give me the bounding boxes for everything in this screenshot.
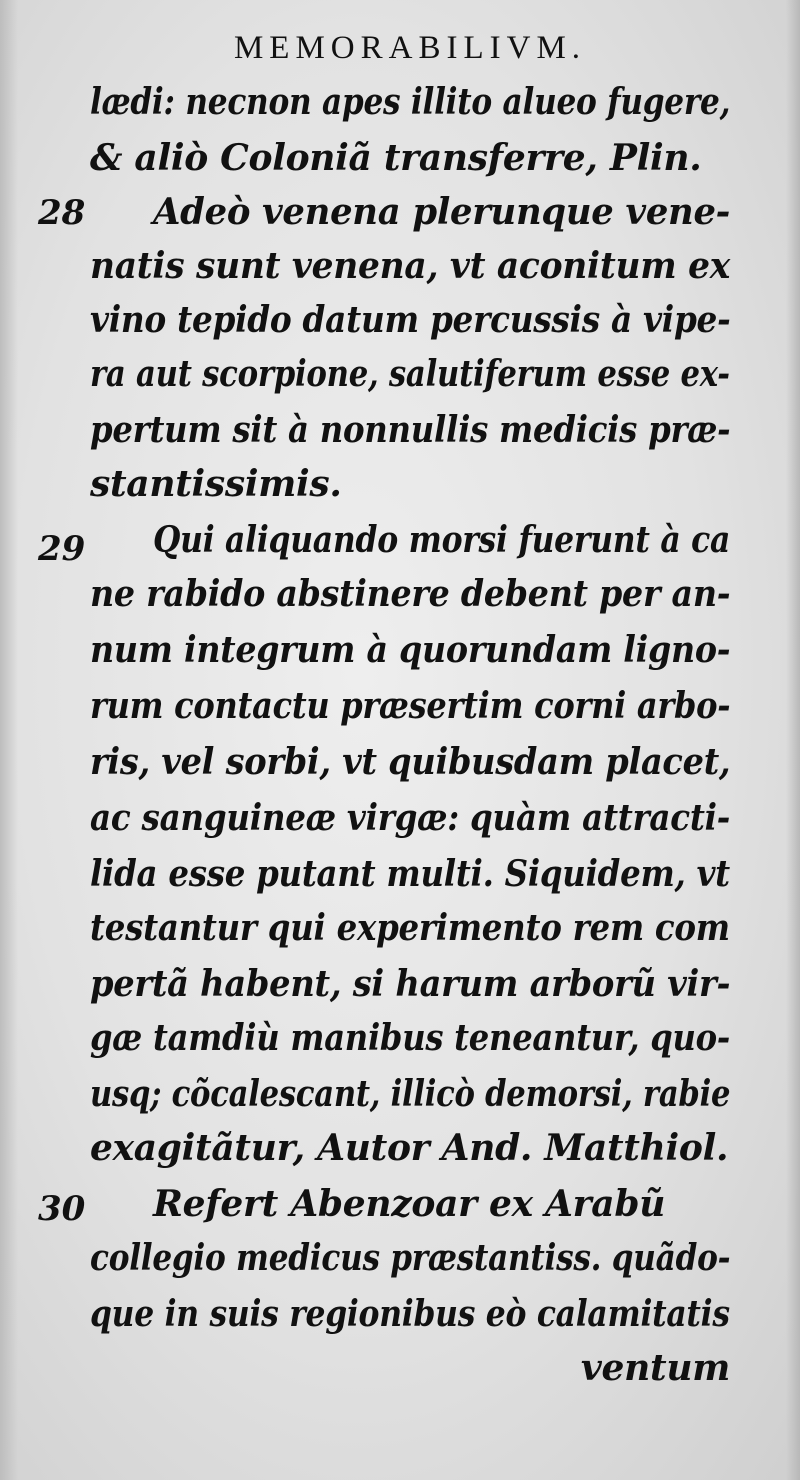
entry-number-28: 28 <box>38 193 86 233</box>
text-line: num integrum à quorundam ligno- <box>90 629 731 671</box>
text-line: Adeò venena plerunque vene- <box>153 191 731 233</box>
text-line: Qui aliquando morsi fuerunt à ca <box>153 519 731 561</box>
text-line: collegio medicus præstantiss. quãdo- <box>90 1237 731 1279</box>
text-line: ne rabido abstinere debent per an- <box>90 573 731 615</box>
text-line: ac sanguineæ virgæ: quàm attracti- <box>90 797 730 839</box>
text-line: stantissimis. <box>90 463 342 505</box>
text-line: vino tepido datum percussis à vipe- <box>90 299 731 341</box>
text-line: usq; cõcalescant, illicò demorsi, rabie <box>90 1073 731 1115</box>
text-line: ra aut scorpione, salutiferum esse ex- <box>90 353 730 395</box>
entry-number-29: 29 <box>38 529 86 569</box>
text-line: testantur qui experimento rem com <box>90 907 730 949</box>
text-line: & aliò Coloniã transferre, Plin. <box>90 137 702 179</box>
text-line: Refert Abenzoar ex Arabũ <box>153 1183 666 1225</box>
text-line: natis sunt venena, vt aconitum ex <box>90 245 730 287</box>
entry-number-30: 30 <box>38 1189 86 1229</box>
running-header: MEMORABILIVM. <box>233 30 587 66</box>
text-line: pertum sit à nonnullis medicis præ- <box>90 409 731 451</box>
text-line: que in suis regionibus eò calamitatis <box>90 1293 730 1335</box>
text-line: lida esse putant multi. Siquidem, vt <box>90 853 730 895</box>
text-line: pertã habent, si harum arborũ vir- <box>90 963 731 1005</box>
text-line: gæ tamdiù manibus teneantur, quo- <box>90 1017 730 1059</box>
text-line: exagitãtur, Autor And. Matthiol. <box>90 1127 729 1169</box>
text-line: lædi: necnon apes illito alueo fugere, <box>90 81 731 123</box>
text-line: rum contactu præsertim corni arbo- <box>90 685 731 727</box>
catchword: ventum <box>580 1347 730 1389</box>
text-line: ris, vel sorbi, vt quibusdam placet, <box>90 741 731 783</box>
